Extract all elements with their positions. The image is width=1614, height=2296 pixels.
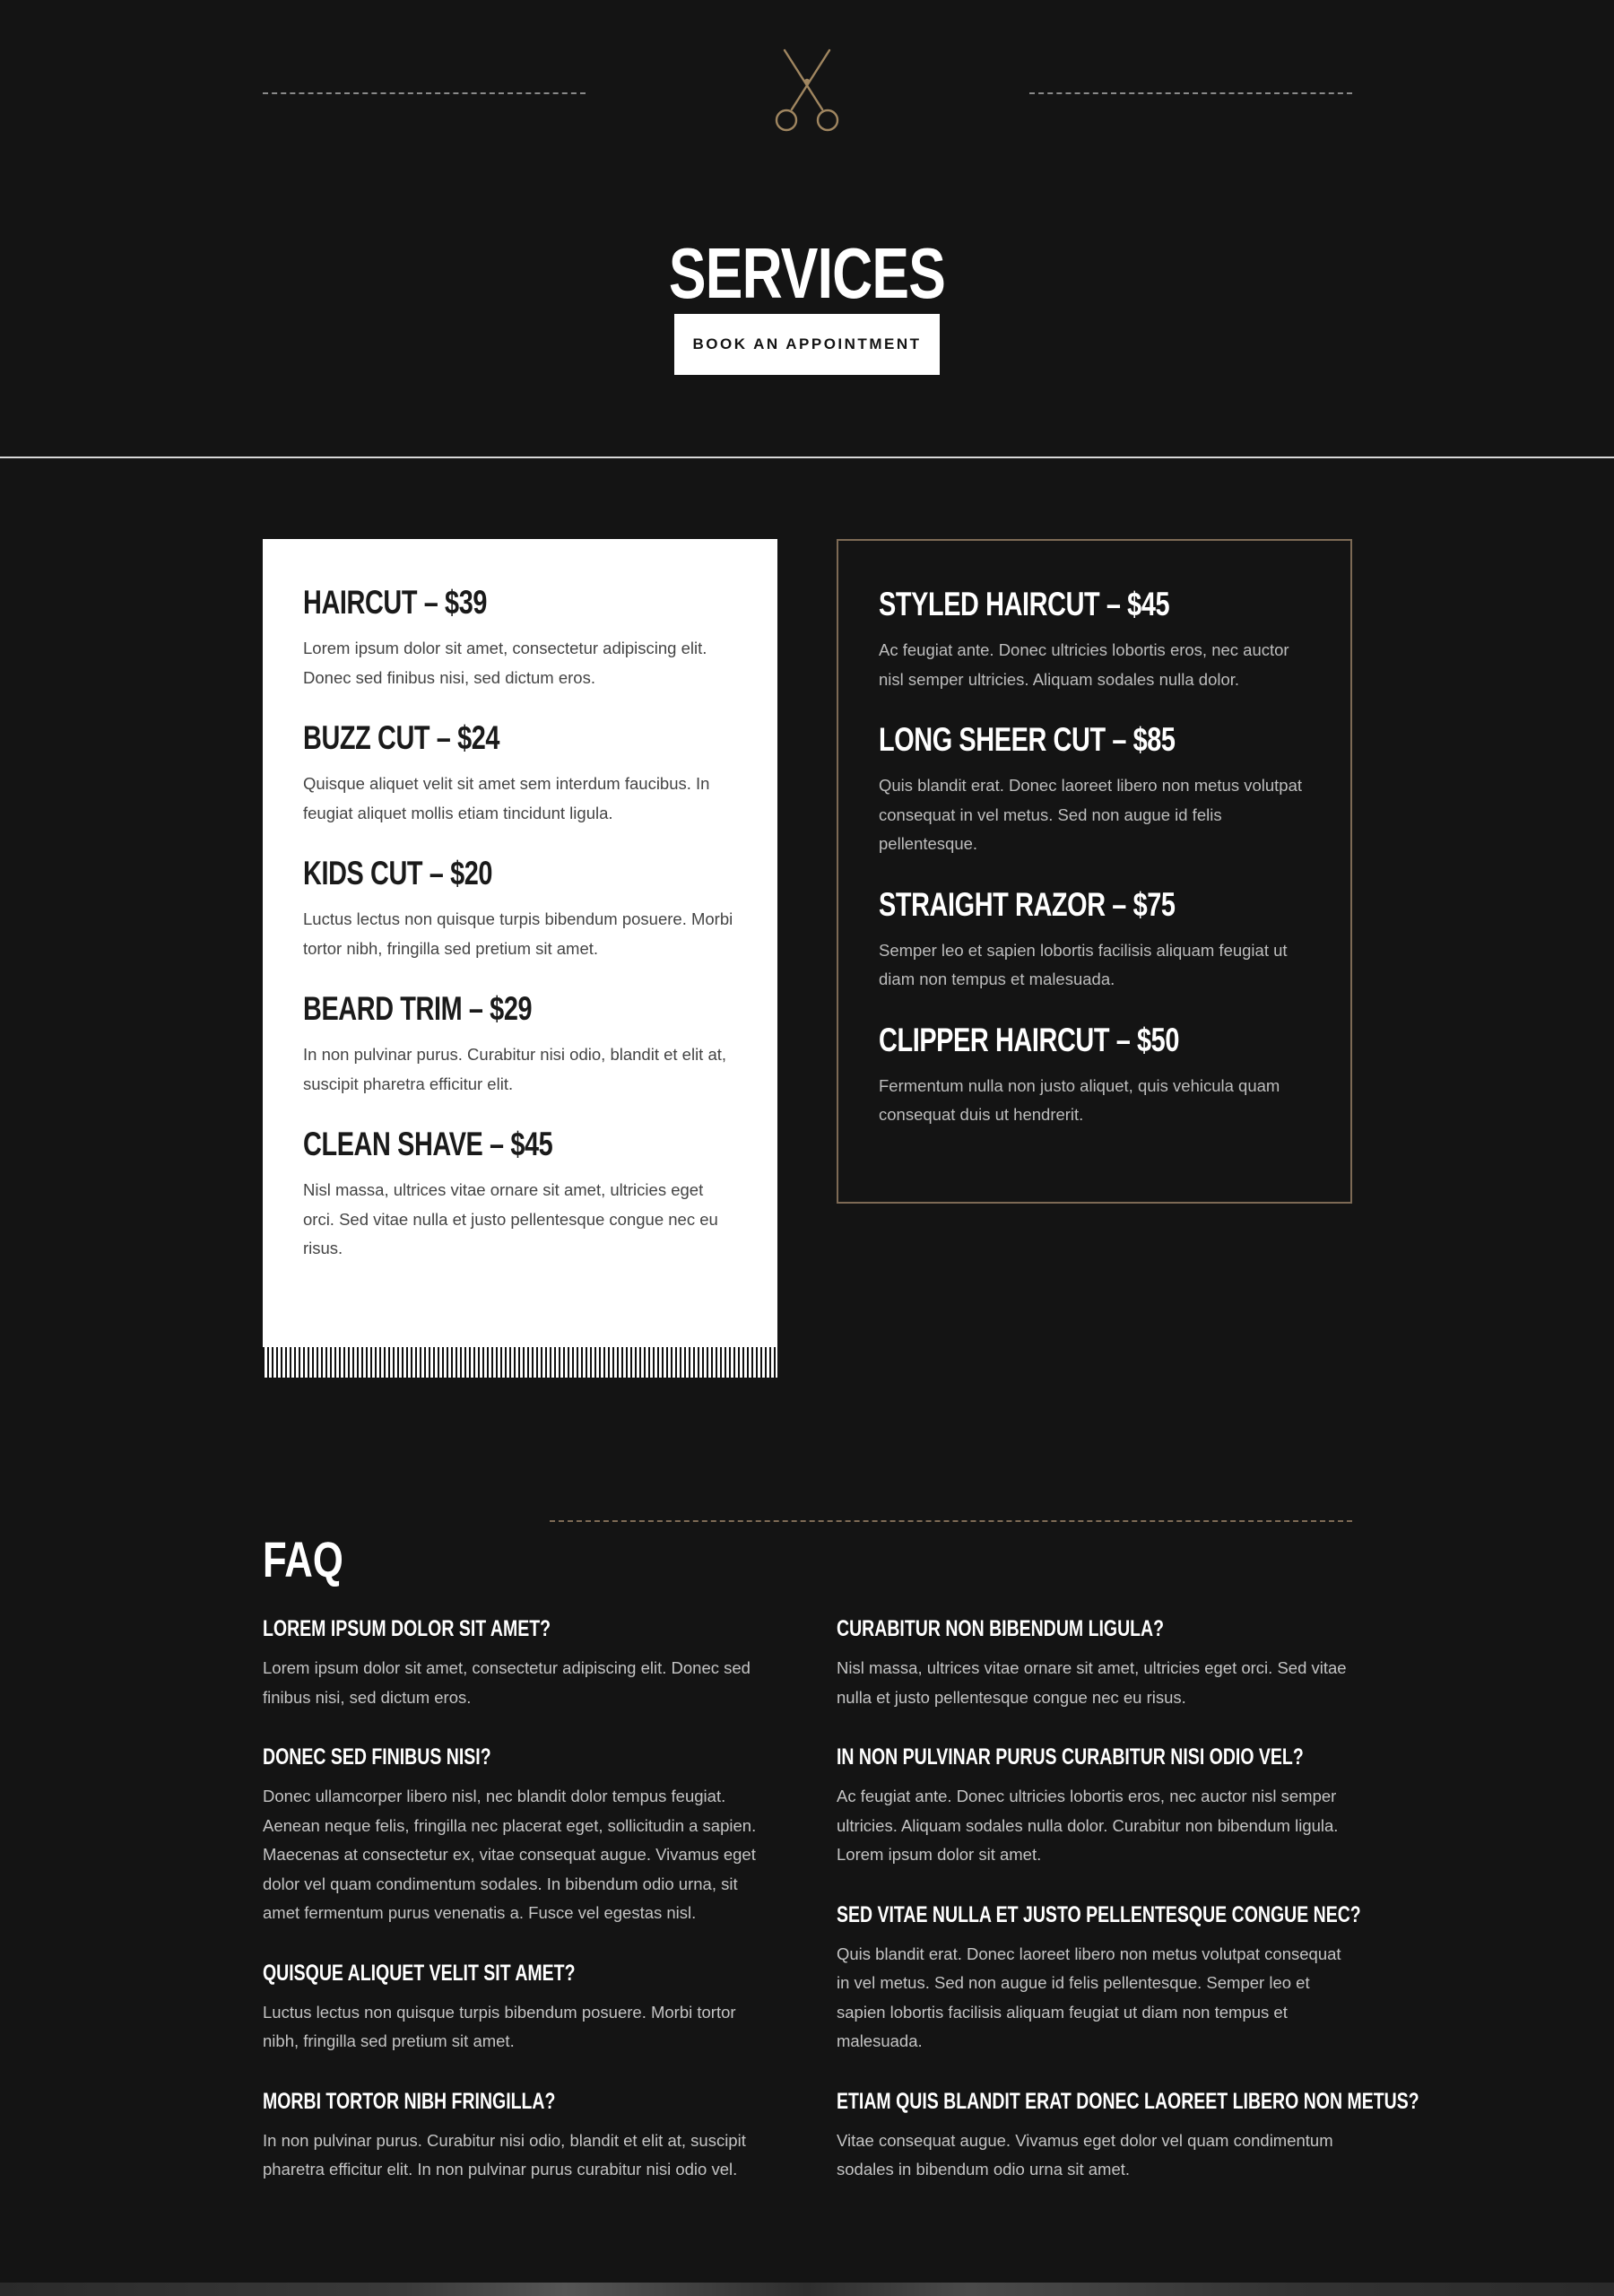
section-divider: [0, 457, 1614, 458]
service-title: HAIRCUT – $39: [303, 584, 488, 621]
service-description: Luctus lectus non quisque turpis bibendum posuere. Morbi tortor nibh, fringilla sed pretium sit amet.: [303, 909, 733, 958]
service-description: Semper leo et sapien lobortis facilisis aliquam feugiat ut diam non tempus et malesuada.: [879, 940, 1288, 988]
faq-item: [263, 1959, 765, 2057]
service-description: Nisl massa, ultrices vitae ornare sit amet, ultricies eget orci. Sed vitae nulla et justo pellentesque congue nec eu risus.: [303, 1180, 718, 1257]
services-hero: [0, 0, 1614, 457]
faq-question: ETIAM QUIS BLANDIT ERAT DONEC LAOREET LIBERO NON METUS?: [837, 2088, 1419, 2114]
service-description: Ac feugiat ante. Donec ultricies lobortis eros, nec auctor nisl semper ultricies. Aliquam sodales nulla dolor.: [879, 640, 1289, 689]
service-title: LONG SHEER CUT – $85: [879, 721, 1176, 758]
faq-question: QUISQUE ALIQUET VELIT SIT AMET?: [263, 1960, 576, 1986]
service-title: KIDS CUT – $20: [303, 855, 493, 891]
faq-answer: Ac feugiat ante. Donec ultricies lobortis eros, nec auctor nisl semper ultricies. Aliquam sodales nulla dolor. Curabitur non bibendum ligula. Lorem ipsum dolor sit amet.: [837, 1787, 1339, 1864]
service-description: Lorem ipsum dolor sit amet, consectetur adipiscing elit. Donec sed finibus nisi, sed dictum eros.: [303, 639, 707, 687]
service-item: [303, 584, 737, 692]
faq-answer: Nisl massa, ultrices vitae ornare sit amet, ultricies eget orci. Sed vitae nulla et justo pellentesque congue nec eu risus.: [837, 1658, 1347, 1707]
faq-answer: Quis blandit erat. Donec laoreet libero non metus volutpat consequat in vel metus. Sed non augue id felis pellentesque. Semper leo et sapien lobortis facilisis aliquam feugiat ut diam non tempus et malesuada.: [837, 1944, 1341, 2050]
faq-item: [837, 2087, 1419, 2185]
faq-divider: [550, 1520, 1352, 1522]
faq-column-left: [263, 1614, 765, 2215]
page-title: SERVICES: [668, 232, 946, 313]
faq-item: [263, 2087, 765, 2185]
service-item: [303, 1126, 737, 1264]
faq-question: LOREM IPSUM DOLOR SIT AMET?: [263, 1616, 551, 1641]
decorative-divider-right: [1029, 92, 1352, 94]
service-item: [303, 990, 737, 1099]
faq-item: [837, 1614, 1352, 1712]
service-title: CLEAN SHAVE – $45: [303, 1126, 553, 1162]
service-description: In non pulvinar purus. Curabitur nisi odio, blandit et elit at, suscipit pharetra efficitur elit.: [303, 1045, 727, 1093]
faq-item: [837, 1900, 1361, 2057]
service-title: CLIPPER HAIRCUT – $50: [879, 1021, 1180, 1058]
faq-answer: Luctus lectus non quisque turpis bibendum posuere. Morbi tortor nibh, fringilla sed pretium sit amet.: [263, 2002, 736, 2050]
service-title: STRAIGHT RAZOR – $75: [879, 885, 1176, 923]
faq-column-right: [837, 1614, 1419, 2215]
faq-item: [837, 1743, 1352, 1870]
service-description: Quis blandit erat. Donec laoreet libero non metus volutpat consequat in vel metus. Sed non augue id felis pellentesque.: [879, 776, 1303, 853]
faq-answer: Donec ullamcorper libero nisl, nec blandit dolor tempus feugiat. Aenean neque felis, fringilla nec placerat eget, sollicitudin a sapien. Maecenas at consectetur ex, vitae consequat augue. Vivamus eget dolor vel quam condimentum sodales. In bibendum odio urna, sit amet fermentum purus venenatis a. Fusce vel egestas nisl.: [263, 1787, 757, 1922]
scissors-icon: [767, 47, 847, 136]
service-item: [303, 855, 737, 963]
service-description: Quisque aliquet velit sit amet sem interdum faucibus. In feugiat aliquet mollis etiam tincidunt ligula.: [303, 774, 710, 822]
faq-answer: Vitae consequat augue. Vivamus eget dolor vel quam condimentum sodales in bibendum odio urna sit amet.: [837, 2130, 1333, 2179]
decorative-divider-left: [263, 92, 586, 94]
faq-question: SED VITAE NULLA ET JUSTO PELLENTESQUE CONGUE NEC?: [837, 1901, 1361, 1927]
book-appointment-button[interactable]: BOOK AN APPOINTMENT: [674, 314, 940, 375]
barcode-decoration: [263, 1347, 777, 1378]
service-item: [879, 721, 1310, 859]
faq-question: DONEC SED FINIBUS NISI?: [263, 1744, 491, 1770]
service-item: [303, 719, 737, 828]
faq-answer: Lorem ipsum dolor sit amet, consectetur adipiscing elit. Donec sed finibus nisi, sed dictum eros.: [263, 1658, 751, 1707]
service-item: [879, 586, 1310, 694]
services-card-right: [837, 539, 1352, 1204]
faq-item: [263, 1743, 765, 1928]
service-title: BEARD TRIM – $29: [303, 990, 533, 1027]
faq-question: IN NON PULVINAR PURUS CURABITUR NISI ODIO VEL?: [837, 1744, 1304, 1770]
service-description: Fermentum nulla non justo aliquet, quis vehicula quam consequat duis ut hendrerit.: [879, 1075, 1280, 1124]
faq-question: MORBI TORTOR NIBH FRINGILLA?: [263, 2088, 556, 2114]
faq-question: CURABITUR NON BIBENDUM LIGULA?: [837, 1616, 1165, 1641]
service-item: [879, 1022, 1310, 1130]
service-title: BUZZ CUT – $24: [303, 719, 500, 756]
service-title: STYLED HAIRCUT – $45: [879, 586, 1170, 622]
faq-item: [263, 1614, 765, 1712]
footer-image-strip: [0, 2283, 1614, 2296]
faq-answer: In non pulvinar purus. Curabitur nisi odio, blandit et elit at, suscipit pharetra efficitur elit. In non pulvinar purus curabitur nisi odio vel.: [263, 2130, 746, 2179]
services-card-left: [263, 539, 777, 1378]
faq-title: FAQ: [263, 1531, 343, 1588]
service-item: [879, 886, 1310, 995]
